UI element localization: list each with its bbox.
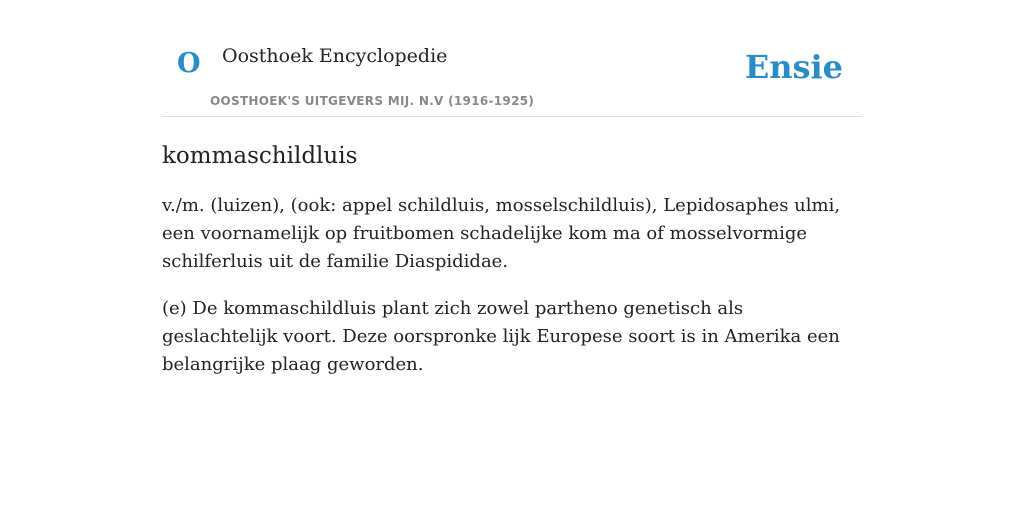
entry-paragraph: v./m. (luizen), (ook: appel schildluis, mosselschildluis), Lepidosaphes ulmi, een voornamelijk op fruitbomen schadelijke kom ma of mosselvormige schilferluis uit de familie Diaspididae. [162,195,841,272]
ensie-logo-link[interactable]: Ensie [744,48,843,86]
publisher-label: OOSTHOEK'S UITGEVERS MIJ. N.V (1916-1925) [210,94,535,108]
entry-paragraph: (e) De kommaschildluis plant zich zowel partheno genetisch als geslachtelijk voort. Deze oorspronke lijk Europese soort is in Amerika een belangrijke plaag geworden. [162,298,840,375]
entry-title: kommaschildluis [162,143,358,169]
book-logo-letter[interactable]: O [177,48,201,79]
page [162,0,862,398]
book-title-link[interactable]: Oosthoek Encyclopedie [222,45,448,67]
header [162,0,862,117]
entry-body [162,192,862,379]
